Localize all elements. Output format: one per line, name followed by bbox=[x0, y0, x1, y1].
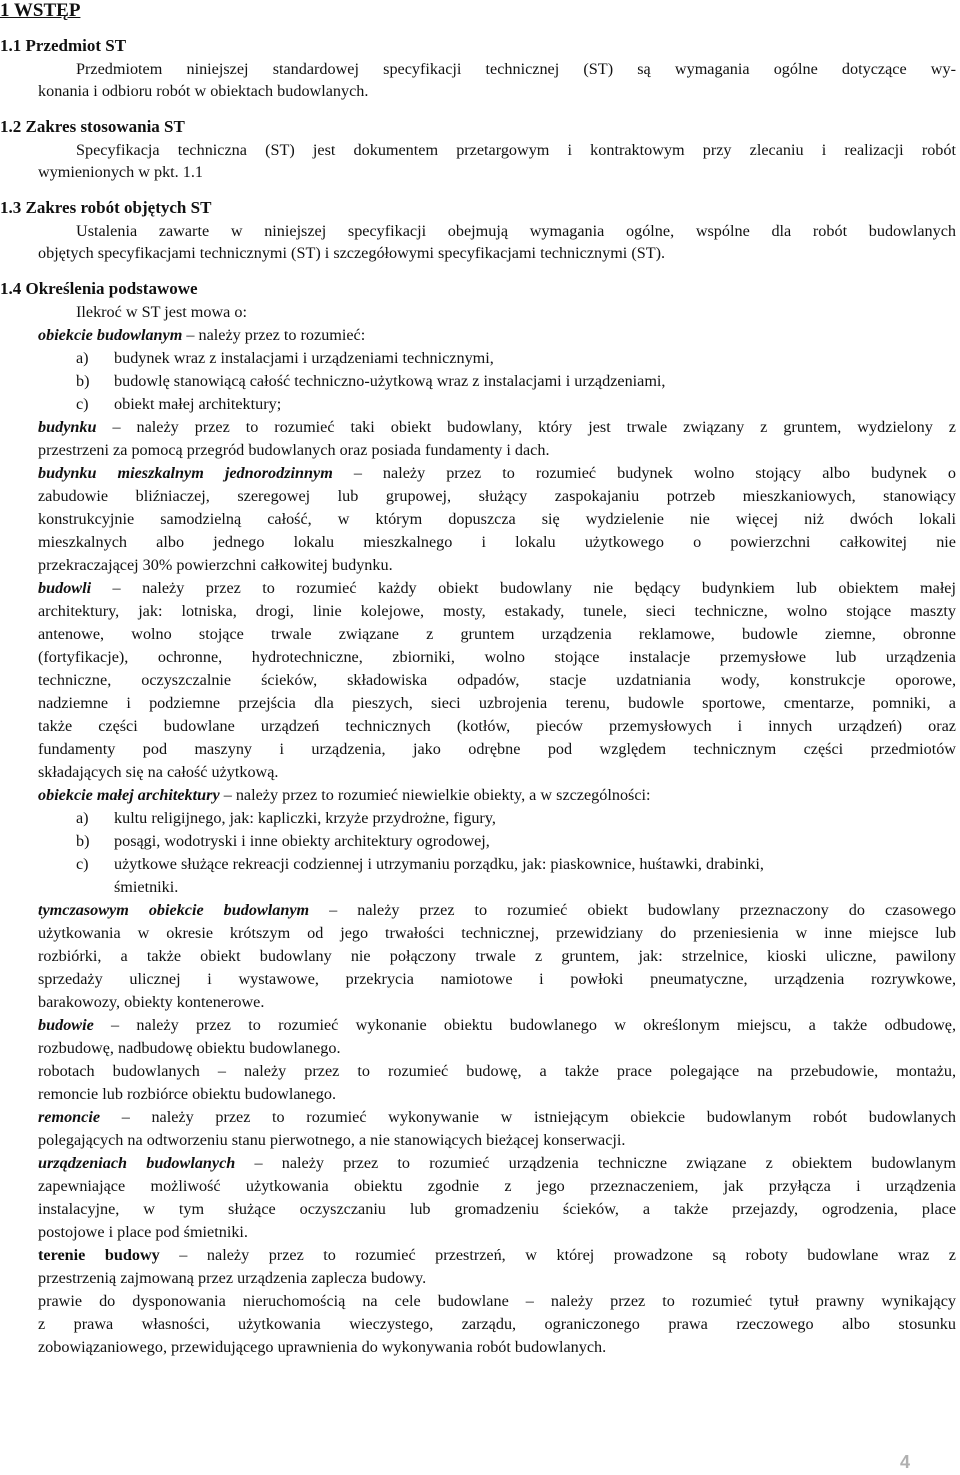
definition-budynku: budynku – należy przez to rozumieć taki obiekt budowlany, który jest trwale związany z gruntem, wydzielony z bbox=[38, 418, 956, 436]
paragraph-line: przestrzeni za pomocą przegród budowlanych oraz posiada fundamenty i dach. bbox=[38, 441, 550, 459]
paragraph-line: przekraczającej 30% powierzchni całkowitej budynku. bbox=[38, 556, 393, 574]
page-number: 4 bbox=[900, 1452, 911, 1472]
paragraph-line: objętych specyfikacjami technicznymi (ST) i szczegółowymi specyfikacjami technicznymi (ST). bbox=[38, 244, 666, 262]
chapter-heading: 1 WSTĘP bbox=[0, 0, 81, 21]
paragraph-line: wymienionych w pkt. 1.1 bbox=[38, 163, 204, 181]
paragraph-line: architektury, jak: lotniska, drogi, linie kolejowe, mosty, estakady, tunele, sieci techniczne, wolno stojące maszty bbox=[38, 602, 956, 620]
term: obiekcie budowlanym bbox=[38, 326, 183, 344]
list-item: b) posągi, wodotryski i inne obiekty architektury ogrodowej, bbox=[76, 832, 490, 850]
paragraph-line: także części budowlane urządzeń technicznych (kotłów, pieców przemysłowych i innych urządzeń) oraz bbox=[38, 717, 956, 735]
definition-teren-budowy: terenie budowy – należy przez to rozumieć przestrzeń, w której prowadzone są roboty budowlane wraz z bbox=[38, 1246, 956, 1264]
paragraph-line: fundamenty pod maszyny i urządzenia, jako odrębne pod względem technicznym części przedmiotów bbox=[38, 740, 956, 758]
paragraph-line: antenowe, wolno stojące trwale związane z gruntem urządzenia reklamowe, budowle ziemne, obronne bbox=[38, 625, 956, 643]
paragraph-line: sprzedaży ulicznej i wystawowe, przekrycia namiotowe i powłoki pneumatyczne, urządzenia rozrywkowe, bbox=[38, 970, 956, 988]
paragraph-line: postojowe i place pod śmietniki. bbox=[38, 1223, 248, 1241]
paragraph-line: instalacyjne, w tym służące oczyszczaniu lub gromadzeniu ścieków, a także przejazdy, ogrodzenia, place bbox=[38, 1200, 956, 1218]
section-1-1-title: 1.1 Przedmiot ST bbox=[0, 36, 127, 55]
paragraph-line: rozbudowę, nadbudowę obiektu budowlanego. bbox=[38, 1039, 341, 1057]
paragraph-line: polegających na odtworzeniu stanu pierwotnego, a nie stanowiących bieżącej konserwacji. bbox=[38, 1131, 626, 1149]
definition-urzadzenia: urządzeniach budowlanych – należy przez to rozumieć urządzenia techniczne związane z obiektem budowlanym bbox=[38, 1154, 956, 1172]
paragraph-line: konania i odbioru robót w obiektach budowlanych. bbox=[38, 82, 369, 100]
term: tymczasowym obiekcie budowlanym bbox=[38, 901, 310, 919]
section-1-4-title: 1.4 Określenia podstawowe bbox=[0, 279, 198, 298]
paragraph-line: barakowozy, obiekty kontenerowe. bbox=[38, 993, 265, 1011]
definition-mala-architektura: obiekcie małej architektury – należy przez to rozumieć niewielkie obiekty, a w szczególności: bbox=[38, 786, 651, 804]
list-item: a) budynek wraz z instalacjami i urządzeniami technicznymi, bbox=[76, 349, 494, 367]
list-item: c) obiekt małej architektury; bbox=[76, 395, 282, 413]
paragraph-line: Ustalenia zawarte w niniejszej specyfikacji obejmują wymagania ogólne, wspólne dla robót budowlanych bbox=[76, 222, 956, 240]
definition-obiekt: obiekcie budowlanym – należy przez to rozumieć: bbox=[38, 326, 366, 344]
term: budynku bbox=[38, 418, 97, 436]
paragraph-line: remoncie lub rozbiórce obiektu budowlanego. bbox=[38, 1085, 337, 1103]
list-item: a) kultu religijnego, jak: kapliczki, krzyże przydrożne, figury, bbox=[76, 809, 496, 827]
paragraph-line: techniczne, oczyszczalnie ścieków, składowiska odpadów, stacje uzdatniania wody, konstrukcje oporowe, bbox=[38, 671, 956, 689]
paragraph-line: (fortyfikacje), ochronne, hydrotechniczne, zbiorniki, wolno stojące instalacje przemysłowe lub urządzenia bbox=[38, 648, 956, 666]
term: budynku mieszkalnym jednorodzinnym bbox=[38, 464, 333, 482]
term: terenie budowy bbox=[38, 1246, 160, 1264]
definition-remoncie: remoncie – należy przez to rozumieć wykonywanie w istniejącym obiekcie budowlanym robót budowlanych bbox=[38, 1108, 956, 1126]
term: budowie bbox=[38, 1016, 94, 1034]
paragraph-line: zobowiązaniowego, przewidującego uprawnienia do wykonywania robót budowlanych. bbox=[38, 1338, 607, 1356]
paragraph-line: konstrukcyjnie samodzielną całość, w którym dopuszcza się wydzielenie nie więcej niż dwóch lokali bbox=[38, 510, 956, 528]
section-1-3-title: 1.3 Zakres robót objętych ST bbox=[0, 198, 212, 217]
paragraph-line: przestrzenią zajmowaną przez urządzenia zaplecza budowy. bbox=[38, 1269, 427, 1287]
paragraph-line: zabudowie bliźniaczej, szeregowej lub grupowej, służący zaspokajaniu potrzeb mieszkaniowych, stanowiący bbox=[38, 487, 956, 505]
definition-prawo-dysponowania: prawie do dysponowania nieruchomością na cele budowlane – należy przez to rozumieć tytuł prawny wynikający bbox=[38, 1292, 956, 1310]
paragraph-line: z prawa własności, użytkowania wieczystego, zarządu, ograniczonego prawa rzeczowego albo stosunku bbox=[38, 1315, 956, 1333]
list-item: c) użytkowe służące rekreacji codziennej i utrzymaniu porządku, jak: piaskownice, huśtawki, drabinki, bbox=[76, 855, 764, 873]
section-1-2-title: 1.2 Zakres stosowania ST bbox=[0, 117, 185, 136]
paragraph-line: mieszkalnych albo jednego lokalu mieszkalnego i lokalu użytkowego o powierzchni całkowitej nie bbox=[38, 533, 956, 551]
list-item: b) budowlę stanowiącą całość techniczno-użytkową wraz z instalacjami i urządzeniami, bbox=[76, 372, 666, 390]
definition-budowie: budowie – należy przez to rozumieć wykonanie obiektu budowlanego w określonym miejscu, a także odbudowę, bbox=[38, 1016, 956, 1034]
term: obiekcie małej architektury bbox=[38, 786, 220, 804]
definition-mieszkalny: budynku mieszkalnym jednorodzinnym – należy przez to rozumieć budynek wolno stojący albo budynek o bbox=[38, 464, 956, 482]
definition-roboty: robotach budowlanych – należy przez to rozumieć budowę, a także prace polegające na przebudowie, montażu, bbox=[38, 1062, 956, 1080]
paragraph-line: składających się na całość użytkową. bbox=[38, 763, 279, 781]
paragraph-line: rozbiórki, a także obiekt budowlany nie połączony trwale z gruntem, jak: strzelnice, kioski uliczne, pawilony bbox=[38, 947, 956, 965]
term: remoncie bbox=[38, 1108, 101, 1126]
list-item-continuation: śmietniki. bbox=[114, 878, 179, 896]
definition-budowli: budowli – należy przez to rozumieć każdy obiekt budowlany nie będący budynkiem lub obiektem małej bbox=[38, 579, 956, 597]
definition-tymczasowy: tymczasowym obiekcie budowlanym – należy przez to rozumieć obiekt budowlany przeznaczony do czasowego bbox=[38, 901, 956, 919]
paragraph-line: nadziemne i podziemne przejścia dla pieszych, sieci uzbrojenia terenu, budowle sportowe, cmentarze, pomniki, a bbox=[38, 694, 956, 712]
paragraph-line: zapewniające możliwość użytkowania obiektu zgodnie z jego przeznaczeniem, jak przyłącza i urządzenia bbox=[38, 1177, 956, 1195]
term: budowli bbox=[38, 579, 92, 597]
intro-line: Ilekroć w ST jest mowa o: bbox=[76, 303, 247, 321]
paragraph-line: użytkowania w okresie krótszym od jego trwałości technicznej, przewidziany do przeniesienia w inne miejsce lub bbox=[38, 924, 956, 942]
term: urządzeniach budowlanych bbox=[38, 1154, 236, 1172]
paragraph-line: Przedmiotem niniejszej standardowej specyfikacji technicznej (ST) są wymagania ogólne dotyczące wy- bbox=[76, 60, 956, 78]
paragraph-line: Specyfikacja techniczna (ST) jest dokumentem przetargowym i kontraktowym przy zlecaniu i realizacji robót bbox=[76, 141, 956, 159]
